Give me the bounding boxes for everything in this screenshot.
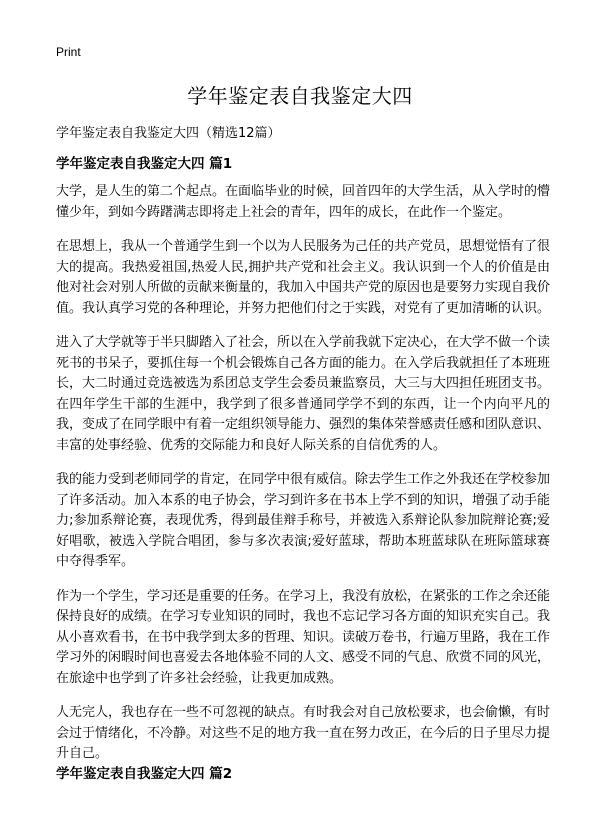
section-body-1 xyxy=(56,182,550,779)
paragraph: 在思想上，我从一个普通学生到一个以为人民服务为己任的共产党员，思想觉悟有了很大的提高。我热爱祖国,热爱人民,拥护共产党和社会主义。我认识到一个人的价值是由他对社会对别人所做的贡献来衡量的，我加入中国共产党的原因也是要努力实现自我价值。我认真学习党的各种理论，并努力把他们付之于实践，对党有了更加清晰的认识。 xyxy=(56,239,551,316)
paragraph: 人无完人，我也存在一些不可忽视的缺点。有时我会对自己放松要求，也会偷懒，有时会过于情绪化，不冷静。对这些不足的地方我一直在努力改正，在今后的日子里尽力提升自己。 xyxy=(56,705,551,761)
document-subtitle: 学年鉴定表自我鉴定大四（精选12篇） xyxy=(56,126,281,141)
paragraph: 进入了大学就等于半只脚踏入了社会，所以在入学前我就下定决心，在大学不做一个读死书的书呆子，要抓住每一个机会锻炼自己各方面的能力。在入学后我就担任了本班班长，大二时通过竞选被选为系团总支学生会委员兼监察员，大三与大四担任班团支书。在四年学生干部的生涯中，我学到了很多普通同学学不到的东西，让一个内向平凡的我，变成了在同学眼中有着一定组织领导能力、强烈的集体荣誉感责任感和团队意识、丰富的处事经验、优秀的交际能力和良好人际关系的自信优秀的人。 xyxy=(56,335,551,453)
page-title: 学年鉴定表自我鉴定大四 xyxy=(187,84,413,108)
paragraph: 大学，是人生的第二个起点。在面临毕业的时候，回首四年的大学生活，从入学时的懵懂少年，到如今踌躇满志即将走上社会的青年，四年的成长，在此作一个鉴定。 xyxy=(56,184,551,220)
section-heading-1: 学年鉴定表自我鉴定大四 篇1 xyxy=(56,156,233,172)
paragraph: 我的能力受到老师同学的肯定，在同学中很有威信。除去学生工作之外我还在学校参加了许多活动。加入本系的电子协会，学习到许多在书本上学不到的知识，增强了动手能力;参加系辩论赛，表现优秀，得到最佳辩手称号，并被选入系辩论队参加院辩论赛;爱好唱歌，被选入学院合唱团，参与多次表演;爱好蓝球，帮助本班蓝球队在班际篮球赛中夺得季军。 xyxy=(56,472,551,569)
section-heading-2: 学年鉴定表自我鉴定大四 篇2 xyxy=(56,766,233,782)
paragraph: 作为一个学生，学习还是重要的任务。在学习上，我没有放松，在紧张的工作之余还能保持良好的成绩。在学习专业知识的同时，我也不忘记学习各方面的知识充实自己。我从小喜欢看书，在书中我学到太多的哲理、知识。读破万卷书，行遍万里路，我在工作学习外的闲暇时间也喜爱去各地体验不同的人文、感受不同的气息、欣赏不同的风光，在旅途中也学到了许多社会经验，让我更加成熟。 xyxy=(56,588,551,686)
print-link[interactable]: Print xyxy=(56,45,81,59)
